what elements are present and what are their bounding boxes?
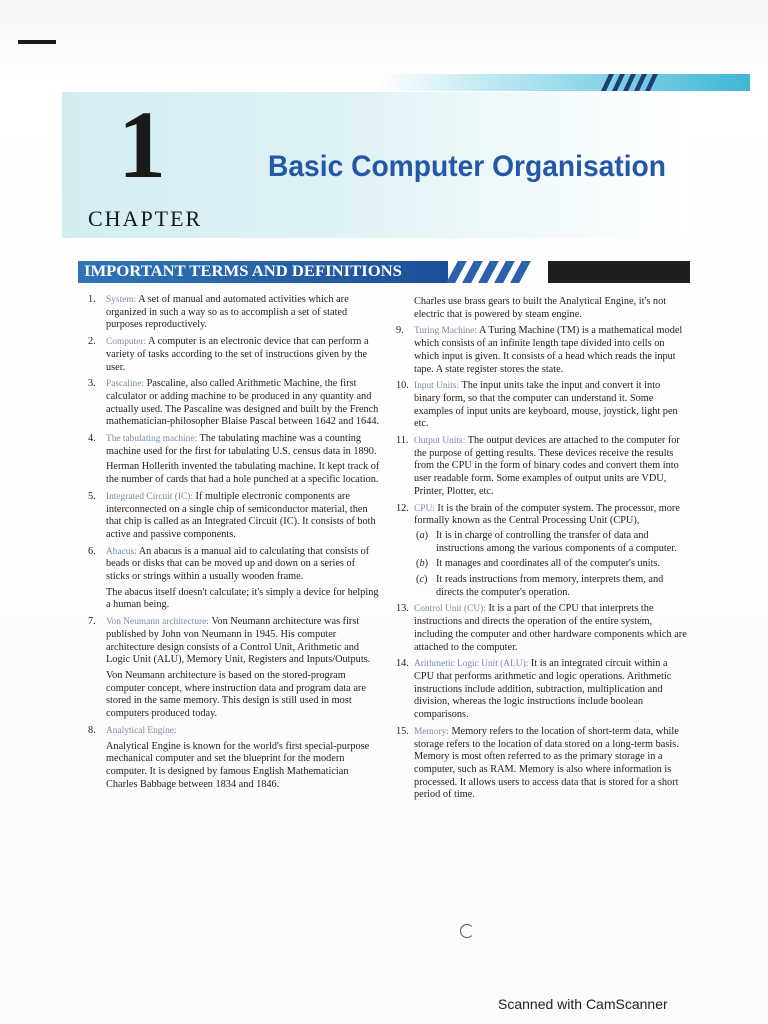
- definition-item: [396, 603, 688, 654]
- item-paragraph: [106, 725, 381, 738]
- item-term: System:: [106, 295, 137, 305]
- item-paragraph: [106, 587, 381, 612]
- item-term: Integrated Circuit (IC):: [106, 491, 193, 502]
- item-text: If multiple electronic components are interconnected on a single chip of semiconductor material, then that chip is called as an Integrated Circuit (IC). It consists of both active and passive components.: [106, 490, 376, 540]
- item-term: CPU:: [414, 503, 435, 514]
- item-number: 6.: [88, 545, 96, 557]
- definition-item: [396, 503, 688, 600]
- item-term: Pascaline:: [106, 379, 145, 390]
- item-text: The input units take the input and convert it into binary form, so that the computer can understand it. Some examples of input units are keyboard, mouse, joystick, light pen etc.: [414, 380, 678, 430]
- item-paragraph: [106, 491, 381, 542]
- item-term: The tabulating machine:: [106, 434, 198, 445]
- item-text: An abacus is a manual aid to calculating that consists of beads or disks that can be moved up and down on a series of sticks or strings within a usually wooden frame.: [106, 545, 370, 583]
- definition-item: [396, 380, 688, 431]
- definition-item: [88, 294, 381, 332]
- item-paragraph: [414, 503, 688, 528]
- definition-item: [88, 433, 381, 487]
- item-term: Arithmetic Logic Unit (ALU):: [414, 659, 529, 670]
- sub-item: [414, 530, 688, 555]
- sub-item: [414, 574, 688, 599]
- section-banner-dark-bar: [548, 261, 690, 283]
- sub-item-label: ( c ): [416, 574, 427, 587]
- item-text: It is an integrated circuit within a CPU that performs arithmetic and logic operations. Arithmetic instructions include addition, subtraction, multiplication and division, whereas the logic instructions include boolean comparisons.: [414, 658, 672, 721]
- item-paragraph: [414, 658, 688, 722]
- definition-item: [396, 435, 688, 499]
- sub-item-label: ( a ): [416, 530, 428, 543]
- definition-item: [396, 658, 688, 722]
- item-paragraph: [414, 726, 688, 802]
- item-number: 4.: [88, 433, 96, 445]
- item-term: Analytical Engine:: [106, 725, 177, 736]
- corner-mark: [18, 40, 56, 44]
- item-number: 14.: [396, 658, 409, 670]
- item-term: Control Unit (CU):: [414, 604, 486, 615]
- item-text: Von Neumann architecture was first published by John von Neumann in 1945. His computer architecture design consists of a Control Unit, Arithmetic and Logic Unit (ALU), Memory Unit, Registers and Inputs/Outputs.: [106, 616, 371, 666]
- item-paragraph: [414, 603, 688, 654]
- chapter-title: Basic Computer Organisation: [268, 150, 667, 183]
- item-paragraph: [414, 325, 688, 376]
- item-term: Abacus:: [106, 546, 137, 557]
- sub-item-text: It manages and coordinates all of the computer's units.: [436, 558, 661, 570]
- section-banner-stripes: [452, 261, 525, 283]
- item-paragraph: [106, 461, 381, 486]
- item-term: Turing Machine:: [414, 326, 477, 337]
- section-title: IMPORTANT TERMS AND DEFINITIONS: [84, 263, 402, 280]
- item-text: It is a part of the CPU that interprets the instructions and directs the operation of the entire system, including the computer and other hardware components which are attached to the computer.: [414, 603, 687, 653]
- item-number: 7.: [88, 616, 96, 628]
- sub-item-text: It reads instructions from memory, interprets them, and directs the computer's operation.: [436, 574, 664, 598]
- scanner-watermark: Scanned with CamScanner: [498, 996, 668, 1012]
- item-term: Von Neumann architecture:: [106, 617, 209, 628]
- item-number: 12.: [396, 502, 409, 514]
- header-accent-stripes: [605, 74, 654, 91]
- sub-item-text: It is in charge of controlling the transfer of data and instructions among the various components of a computer.: [436, 529, 677, 554]
- item-number: 3.: [88, 378, 96, 390]
- definition-item: [396, 726, 688, 802]
- pen-mark: [460, 924, 474, 938]
- header-accent-band: [378, 74, 750, 91]
- item-number: 8.: [88, 724, 96, 736]
- definition-item: [88, 336, 381, 374]
- right-items: [396, 325, 688, 802]
- item-number: 9.: [396, 325, 404, 337]
- item-number: 10.: [396, 380, 409, 392]
- item-text: A set of manual and automated activities which are organized in such a way so as to accomplish a set of stated purposes reproductively.: [106, 294, 349, 331]
- item-term: Input Units:: [414, 381, 460, 392]
- item-paragraph: [414, 435, 688, 499]
- item-paragraph: [414, 380, 688, 431]
- item-text: Von Neumann architecture is based on the stored-program computer concept, where instruction data and program data are stored in the same memory. This design is still used in most computers produced today.: [106, 669, 366, 720]
- item-text: Pascaline, also called Arithmetic Machine, the first calculator or adding machine to be produced in any quantity and actually used. The Pascaline was designed and built by the French mathematician-philosopher Blaise Pascal between 1642 and 1644.: [106, 378, 380, 428]
- continuation-paragraph: Charles use brass gears to built the Analytical Engine, it's not electric that is powered by steam engine.: [414, 296, 667, 320]
- definition-item: [88, 546, 381, 613]
- definition-item: [88, 491, 381, 542]
- right-column: [396, 296, 688, 806]
- item-number: 11.: [396, 435, 409, 447]
- item-text: The abacus itself doesn't calculate; it's simply a device for helping a human being.: [106, 586, 379, 611]
- left-column: [88, 294, 381, 795]
- chapter-label: CHAPTER: [88, 206, 203, 231]
- item-paragraph: [106, 294, 381, 332]
- item-text: A Turing Machine (TM) is a mathematical model which consists of an infinite length tape divided into cells on which input is given. It consists of a head which reads the input tape. A state register stores the state.: [414, 325, 683, 375]
- item-paragraph: [106, 433, 381, 458]
- item-paragraph: [106, 670, 381, 721]
- item-text: Herman Hollerith invented the tabulating machine. It kept track of the number of cards that had a hole punched at a specific location.: [106, 461, 380, 486]
- item-term: Computer:: [106, 337, 147, 348]
- item-text: A computer is an electronic device that can perform a variety of tasks according to the set of instructions given by the user.: [106, 336, 369, 373]
- item-number: 15.: [396, 725, 409, 737]
- sub-item: [414, 558, 688, 571]
- definition-item: [88, 725, 381, 792]
- item-text: It is the brain of the computer system. The processor, more formally known as the Central Processing Unit (CPU),: [414, 502, 680, 527]
- item-term: Output Units:: [414, 436, 466, 447]
- item-number: 1.: [88, 294, 96, 305]
- definition-item: [396, 325, 688, 376]
- definition-item: [88, 378, 381, 429]
- item-paragraph: [106, 336, 381, 374]
- item-paragraph: [106, 741, 381, 792]
- item-text: Analytical Engine is known for the world's first special-purpose mechanical computer and set the blueprint for the modern computer. It is designed by famous English Mathematician Charles Babbage between 1834 and 1846.: [106, 740, 370, 790]
- chapter-number: 1: [118, 91, 166, 198]
- item-number: 5.: [88, 490, 96, 502]
- sub-item-label: ( b ): [416, 558, 428, 571]
- item-paragraph: [106, 378, 381, 429]
- item-text: Memory refers to the location of short-term data, while storage refers to the location of data stored on a long-term basis. Memory is most often referred to as the primary storage in a computer, such as RAM. Memory is also where information is processed. It allows users to access data that is stored for a short period of time.: [414, 725, 679, 801]
- item-number: 2.: [88, 336, 96, 348]
- item-text: The output devices are attached to the computer for the purpose of getting results. These devices receive the results from the CPU in the form of binary codes and convert them into user readable form. Some examples of output units are VDU, Printer, Plotter, etc.: [414, 435, 680, 497]
- definition-item: [88, 616, 381, 721]
- item-term: Memory:: [414, 726, 449, 737]
- item-text: The tabulating machine was a counting machine used for the first for tabulating U.S. census data in 1890.: [106, 433, 377, 457]
- item-paragraph: [106, 546, 381, 584]
- item-paragraph: [106, 616, 381, 667]
- item-number: 13.: [396, 603, 409, 615]
